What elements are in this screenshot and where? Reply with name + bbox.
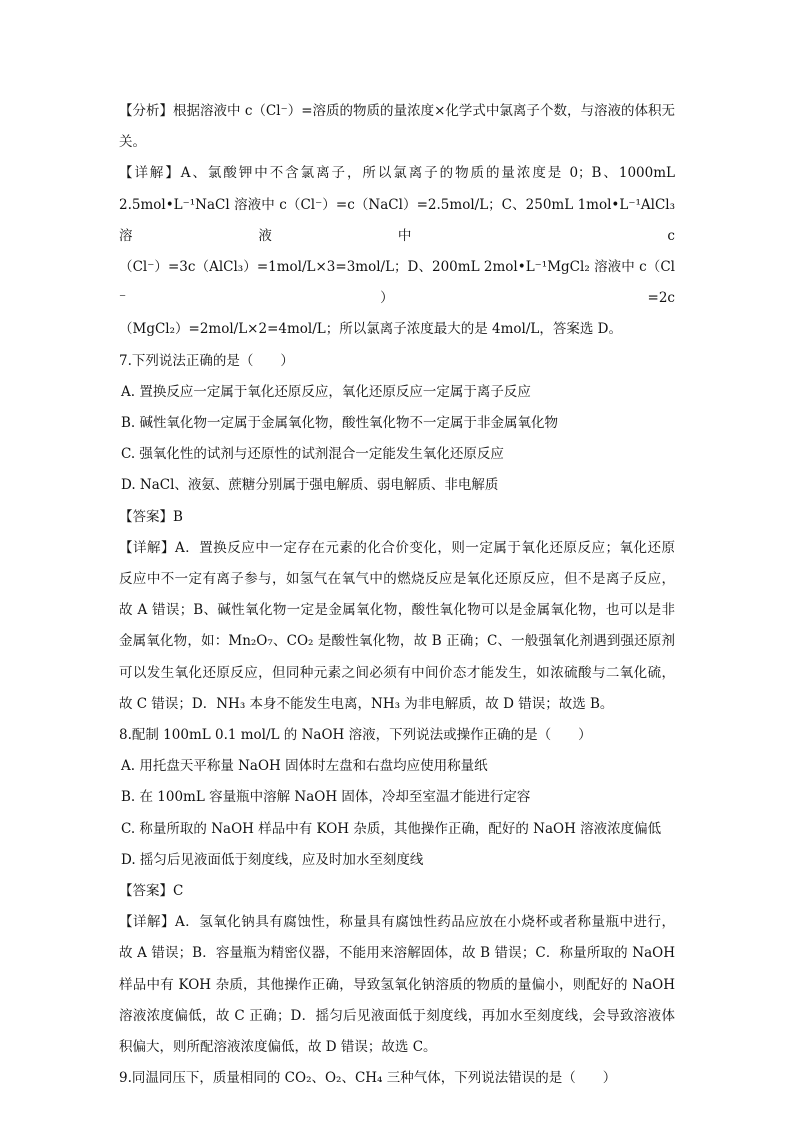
q6-detail-line-4: （MgCl₂）=2mol/L×2=4mol/L；所以氯离子浓度最大的是 4mol/L，答案选 D。 [119, 321, 622, 338]
q7-option-b: B. 碱性氧化物一定属于金属氧化物，酸性氧化物不一定属于非金属氧化物 [121, 415, 559, 432]
q7-detail-line-4: 金属氧化物，如：Mn₂O₇、CO₂ 是酸性氧化物，故 B 正确；C、一般强氧化剂遇到强还原剂 [119, 633, 675, 650]
q8-detail-line-3: 样品中有 KOH 杂质，其他操作正确，导致氢氧化钠溶质的物质的量偏小，则配好的 NaOH [119, 976, 675, 993]
q8-detail-line-2: 故 A 错误；B．容量瓶为精密仪器，不能用来溶解固体，故 B 错误；C．称量所取的 NaOH [119, 945, 675, 962]
q7-option-c: C. 强氧化性的试剂与还原性的试剂混合一定能发生氧化还原反应 [121, 446, 504, 463]
q7-detail-line-1: 【详解】A．置换反应中一定存在元素的化合价变化，则一定属于氧化还原反应；氧化还原 [119, 539, 675, 556]
q6-detail-line-2: 2.5mol•L⁻¹NaCl 溶液中 c（Cl⁻）=c（NaCl）=2.5mol/L；C、250mL 1mol•L⁻¹AlCl₃ 溶液中 c [119, 196, 675, 244]
q7-detail-line-6: 故 C 错误；D．NH₃ 本身不能发生电离，NH₃ 为非电解质，故 D 错误；故选 B。 [119, 695, 614, 712]
question-8-stem: 8.配制 100mL 0.1 mol/L 的 NaOH 溶液，下列说法或操作正确的是（ ） [119, 727, 592, 744]
q7-option-a: A. 置换反应一定属于氧化还原反应，氧化还原反应一定属于离子反应 [121, 383, 531, 400]
q7-detail-line-2: 反应中不一定有离子参与，如氢气在氧气中的燃烧反应是氧化还原反应，但不是离子反应， [119, 571, 675, 588]
q8-answer: 【答案】C [119, 883, 184, 900]
q8-detail-line-1: 【详解】A．氢氧化钠具有腐蚀性，称量具有腐蚀性药品应放在小烧杯或者称量瓶中进行， [119, 914, 675, 931]
q7-answer: 【答案】B [119, 508, 183, 525]
q7-detail-line-3: 故 A 错误；B、碱性氧化物一定是金属氧化物，酸性氧化物可以是金属氧化物，也可以是非 [119, 602, 675, 619]
q8-option-c: C. 称量所取的 NaOH 样品中有 KOH 杂质，其他操作正确，配好的 NaOH 溶液浓度偏低 [121, 820, 662, 837]
q8-detail-line-5: 积偏大，则所配溶液浓度偏低，故 D 错误；故选 C。 [119, 1039, 437, 1056]
question-9-stem: 9.同温同压下，质量相同的 CO₂、O₂、CH₄ 三种气体，下列说法错误的是（ ） [119, 1070, 617, 1087]
document-body [119, 96, 675, 1095]
q6-detail-line-3: （Cl⁻）=3c（AlCl₃）=1mol/L×3=3mol/L；D、200mL 2mol•L⁻¹MgCl₂ 溶液中 c（Cl⁻）=2c [119, 259, 675, 307]
analysis-line-2: 关。 [119, 134, 146, 151]
q7-option-d: D. NaCl、液氨、蔗糖分别属于强电解质、弱电解质、非电解质 [121, 477, 499, 494]
q8-option-b: B. 在 100mL 容量瓶中溶解 NaOH 固体，冷却至室温才能进行定容 [121, 789, 531, 806]
q8-detail-line-4: 溶液浓度偏低，故 C 正确；D．摇匀后见液面低于刻度线，再加水至刻度线，会导致溶液体 [119, 1007, 675, 1024]
q6-detail-line-1: 【详解】A、氯酸钾中不含氯离子，所以氯离子的物质的量浓度是 0；B、1000mL [119, 165, 675, 182]
q8-option-d: D. 摇匀后见液面低于刻度线，应及时加水至刻度线 [121, 851, 424, 868]
analysis-line-1: 【分析】根据溶液中 c（Cl⁻）=溶质的物质的量浓度×化学式中氯离子个数，与溶液的体积无 [119, 103, 675, 119]
q7-detail-line-5: 可以发生氧化还原反应，但同种元素之间必须有中间价态才能发生，如浓硫酸与二氧化硫， [119, 664, 675, 681]
q8-option-a: A. 用托盘天平称量 NaOH 固体时左盘和右盘均应使用称量纸 [121, 758, 488, 775]
question-7-stem: 7.下列说法正确的是（ ） [119, 352, 294, 369]
